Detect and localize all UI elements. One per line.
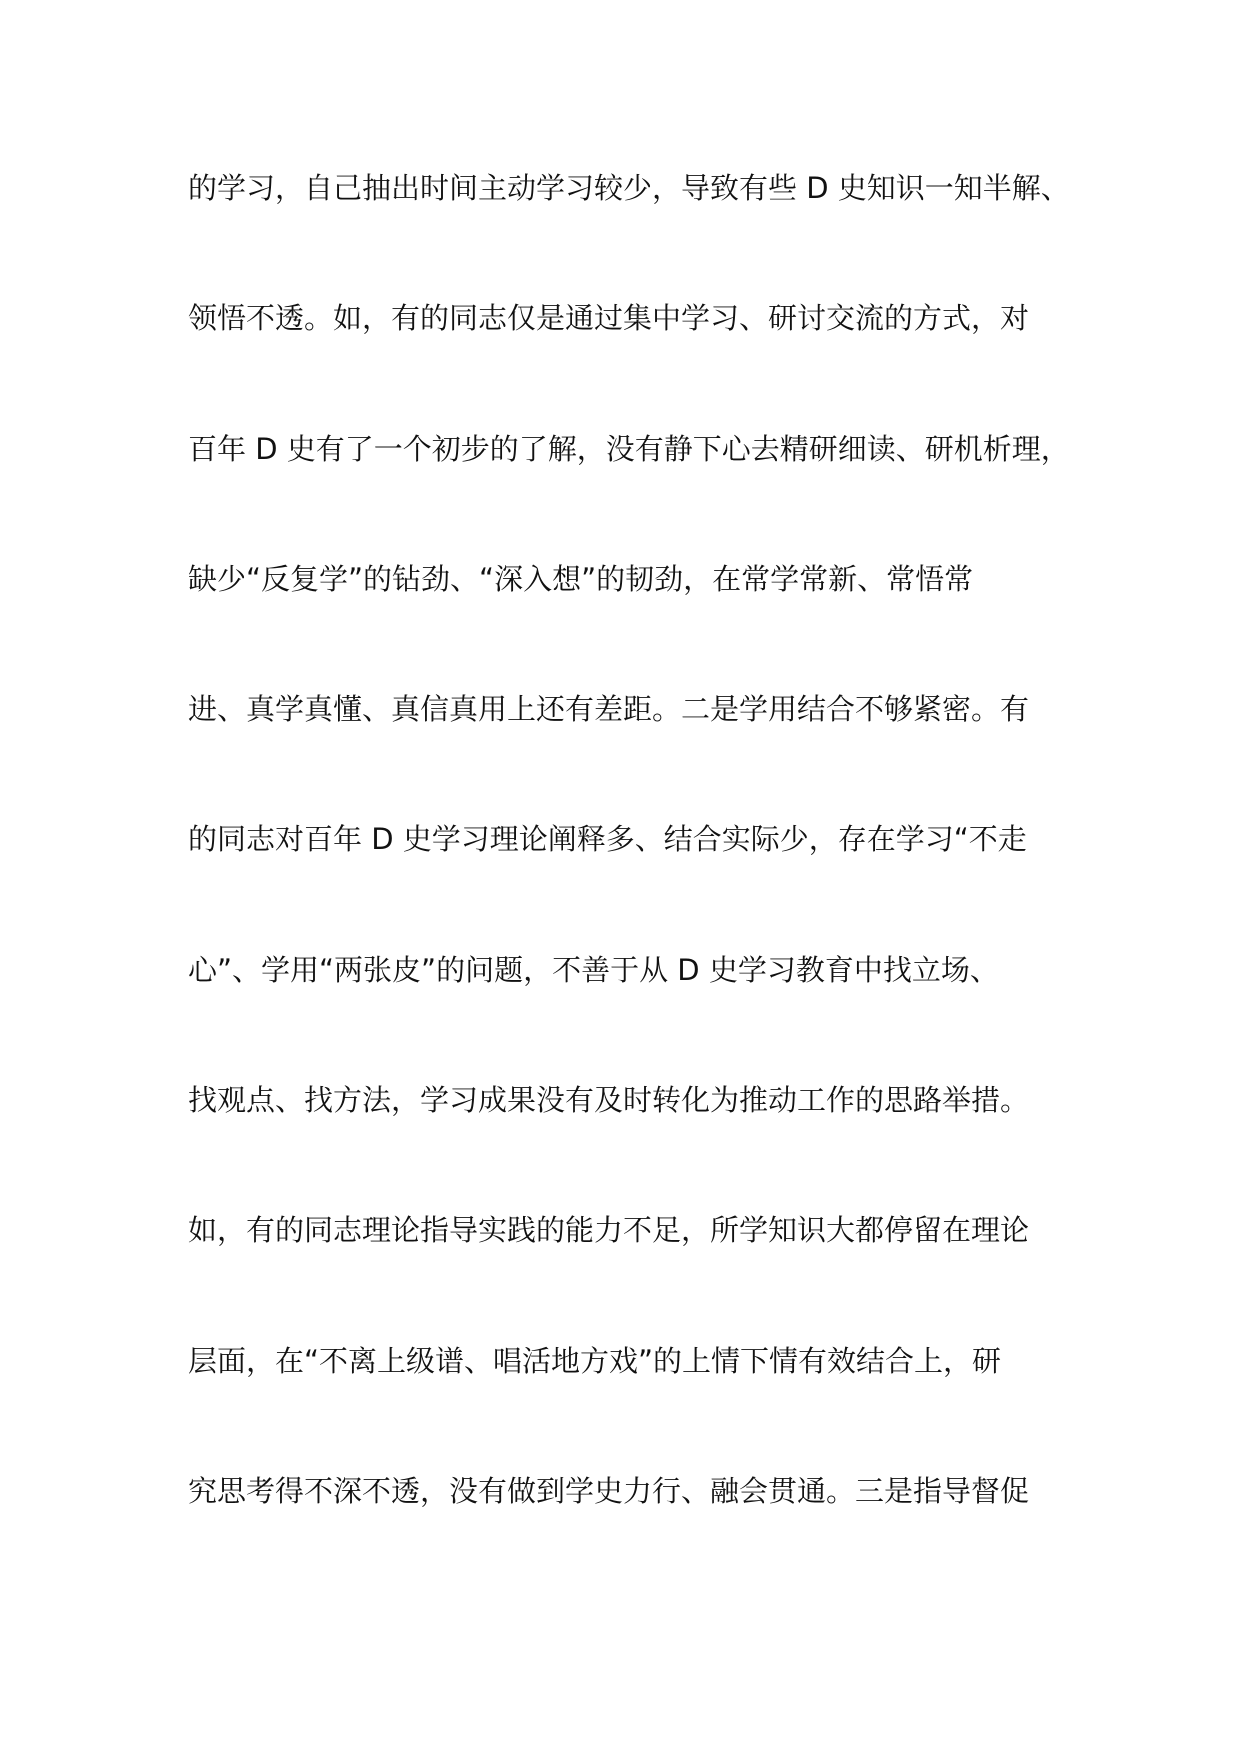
text-line: 的同志对百年 D 史学习理论阐释多、结合实际少，存在学习“不走	[188, 822, 1027, 857]
body-text	[188, 172, 1068, 1605]
text-line: 的学习，自己抽出时间主动学习较少，导致有些 D 史知识一知半解、	[188, 171, 1070, 205]
text-line: 百年 D 史有了一个初步的了解，没有静下心去精研细读、研机析理，	[188, 431, 1070, 466]
text-line: 如，有的同志理论指导实践的能力不足，所学知识大都停留在理论	[188, 1213, 1030, 1248]
text-line: 缺少“反复学”的钻劲、“深入想”的韧劲，在常学常新、常悟常	[188, 561, 974, 596]
text-line: 进、真学真懂、真信真用上还有差距。二是学用结合不够紧密。有	[188, 692, 1030, 727]
text-line: 心”、学用“两张皮”的问题，不善于从 D 史学习教育中找立场、	[188, 952, 999, 987]
text-line: 究思考得不深不透，没有做到学史力行、融会贯通。三是指导督促	[188, 1473, 1030, 1508]
text-line: 层面，在“不离上级谱、唱活地方戏”的上情下情有效结合上，研	[188, 1343, 1002, 1378]
text-line: 找观点、找方法，学习成果没有及时转化为推动工作的思路举措。	[188, 1083, 1030, 1118]
text-line: 领悟不透。如，有的同志仅是通过集中学习、研讨交流的方式，对	[188, 301, 1030, 336]
